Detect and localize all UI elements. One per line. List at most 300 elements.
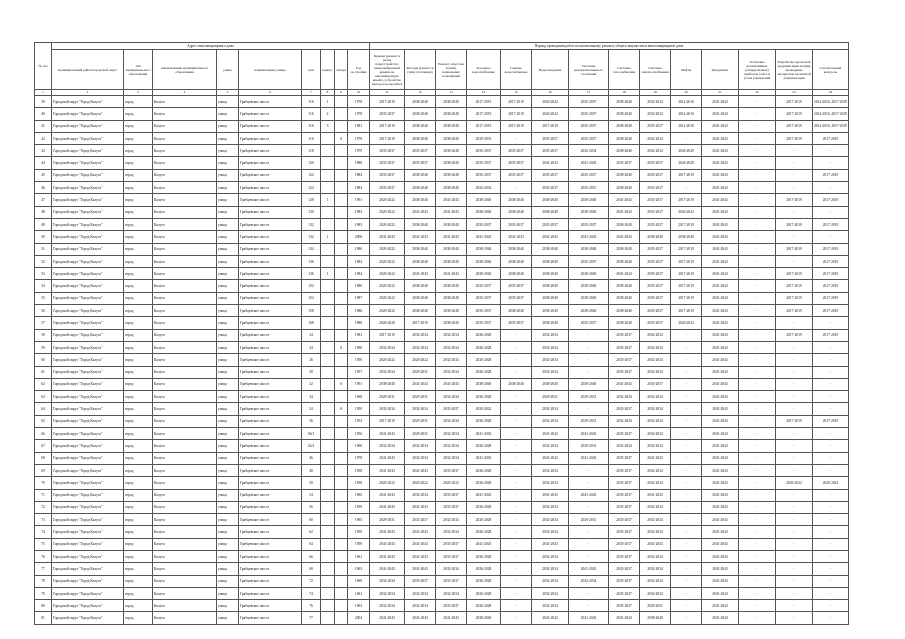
table-cell: улица — [217, 120, 239, 132]
table-cell: 2038-2040 — [501, 206, 532, 218]
table-cell — [335, 526, 348, 538]
table-cell: 2032-2034 — [532, 514, 569, 526]
table-cell: - — [739, 354, 776, 366]
table-cell: 2035-2037 — [501, 317, 532, 329]
table-cell: улица — [217, 354, 239, 366]
table-cell — [321, 157, 335, 169]
table-cell: 1884 — [348, 182, 370, 194]
table-cell: 1965 — [348, 489, 370, 501]
table-cell: 1950 — [348, 354, 370, 366]
table-cell: Калуга — [153, 391, 217, 403]
table-cell — [321, 317, 335, 329]
table-cell: 2020-2022 — [370, 305, 405, 317]
table-cell: улица — [217, 501, 239, 513]
table-cell: - — [813, 464, 849, 476]
table-cell: 2038-2040 — [501, 243, 532, 255]
table-cell: 2035-2037 — [370, 182, 405, 194]
table-cell: 2035-2037 — [640, 120, 671, 132]
table-cell: 2041-2043 — [405, 526, 436, 538]
table-cell: 76 — [35, 550, 52, 562]
table-cell: Калуга — [153, 354, 217, 366]
table-cell: 2026-2028 — [467, 329, 501, 341]
table-cell: 1958 — [348, 464, 370, 476]
table-cell: город — [124, 514, 153, 526]
table-row — [35, 391, 849, 403]
table-cell: - — [776, 403, 813, 415]
table-cell: город — [124, 526, 153, 538]
table-cell: 2017-2019 — [776, 292, 813, 304]
table-cell: 2038-2040 — [532, 292, 569, 304]
table-cell: 2014-2016, 2017-2019 — [813, 108, 849, 120]
table-cell: 2032-2034 — [532, 329, 569, 341]
table-cell — [321, 280, 335, 292]
table-cell: 77 — [35, 563, 52, 575]
table-cell: 42/2 — [302, 440, 321, 452]
table-cell: 1960 — [348, 440, 370, 452]
table-cell: 2017-2019 — [370, 415, 405, 427]
table-cell: 136 — [302, 255, 321, 267]
table-cell: 2020-2022 — [370, 280, 405, 292]
column-header: Строительный контроль — [813, 50, 849, 90]
table-cell: 2032-2034 — [370, 575, 405, 587]
table-cell: город — [124, 477, 153, 489]
table-cell: 2038-2040 — [405, 194, 436, 206]
table-cell: город — [124, 575, 153, 587]
table-cell: 2032-2034 — [640, 108, 671, 120]
table-cell: - — [739, 157, 776, 169]
table-cell: 45 — [35, 169, 52, 181]
table-cell — [335, 415, 348, 427]
table-cell: 72 — [35, 501, 52, 513]
table-cell: 2032-2034 — [640, 341, 671, 353]
table-cell: 2026-2028 — [671, 157, 702, 169]
table-cell: Грабцевское шоссе — [239, 145, 302, 157]
column-header: литера — [335, 50, 348, 90]
table-cell: 2035-2037 — [609, 464, 640, 476]
table-cell: - — [776, 514, 813, 526]
table-cell: Калуга — [153, 575, 217, 587]
table-cell: город — [124, 452, 153, 464]
table-cell — [335, 550, 348, 562]
table-cell: 1983 — [348, 206, 370, 218]
table-cell: 2035-2037 — [370, 169, 405, 181]
table-cell: Грабцевское шоссе — [239, 243, 302, 255]
table-cell: 2038-2040 — [532, 255, 569, 267]
table-cell: 2041-2043 — [569, 157, 609, 169]
table-cell: 2041-2043 — [467, 428, 501, 440]
table-cell: 2041-2043 — [609, 268, 640, 280]
table-cell: 2032-2034 — [436, 329, 467, 341]
table-cell: Калуга — [153, 145, 217, 157]
table-cell: 70 — [35, 477, 52, 489]
table-cell: 2032-2034 — [640, 477, 671, 489]
table-cell: 2032-2034 — [436, 452, 467, 464]
table-cell: 2032-2034 — [532, 526, 569, 538]
table-cell — [321, 514, 335, 526]
table-cell: улица — [217, 452, 239, 464]
table-row — [35, 489, 849, 501]
table-cell: 2017-2019 — [813, 292, 849, 304]
table-cell: город — [124, 182, 153, 194]
table-cell: 2041-2043 — [702, 145, 739, 157]
table-cell: 118 — [302, 145, 321, 157]
table-cell: 136 — [302, 268, 321, 280]
table-cell: 2020-2022 — [370, 218, 405, 230]
table-cell: 2032-2034 — [532, 477, 569, 489]
table-cell: 2026-2028 — [467, 440, 501, 452]
table-cell: 2035-2037 — [501, 157, 532, 169]
table-cell: - — [813, 600, 849, 612]
table-cell: город — [124, 366, 153, 378]
table-cell — [321, 612, 335, 624]
table-cell: 79 — [35, 587, 52, 599]
table-cell: - — [813, 317, 849, 329]
table-cell — [335, 194, 348, 206]
table-cell: 1990 — [348, 341, 370, 353]
table-cell: 2041-2043 — [467, 538, 501, 550]
table-cell: 2029-2031 — [370, 391, 405, 403]
table-cell: 132 — [302, 218, 321, 230]
table-cell: 2041-2043 — [640, 452, 671, 464]
table-cell: 132 — [302, 231, 321, 243]
table-cell: 2032-2034 — [640, 132, 671, 144]
table-cell: 50 — [35, 231, 52, 243]
table-cell: - — [813, 538, 849, 550]
table-cell: 2041-2043 — [532, 157, 569, 169]
table-cell: - — [501, 366, 532, 378]
table-cell — [321, 563, 335, 575]
table-cell: 2035-2037 — [640, 206, 671, 218]
table-cell: 2032-2034 — [370, 403, 405, 415]
table-cell: Городской округ "Город Калуга" — [52, 169, 124, 181]
table-cell — [321, 341, 335, 353]
table-cell: 2038-2040 — [467, 255, 501, 267]
table-cell: 2020-2022 — [370, 292, 405, 304]
table-cell: 2026-2028 — [467, 501, 501, 513]
table-cell: 2026-2028 — [467, 600, 501, 612]
table-cell: 2020-2022 — [370, 354, 405, 366]
table-cell: Грабцевское шоссе — [239, 403, 302, 415]
table-cell — [321, 415, 335, 427]
table-cell: Грабцевское шоссе — [239, 415, 302, 427]
table-cell: 1959 — [348, 501, 370, 513]
table-cell: 2041-2043 — [702, 317, 739, 329]
table-cell: Городской округ "Город Калуга" — [52, 550, 124, 562]
table-cell: 2017-2019 — [671, 268, 702, 280]
table-cell: 2041-2043 — [370, 538, 405, 550]
table-row — [35, 182, 849, 194]
table-cell: - — [776, 366, 813, 378]
table-cell: Городской округ "Город Калуга" — [52, 612, 124, 624]
table-cell: 2041-2043 — [702, 194, 739, 206]
table-cell: Грабцевское шоссе — [239, 428, 302, 440]
table-body — [35, 96, 849, 625]
table-cell: Грабцевское шоссе — [239, 464, 302, 476]
table-cell: - — [739, 366, 776, 378]
table-cell — [321, 391, 335, 403]
table-cell: 1968 — [348, 391, 370, 403]
table-header — [35, 43, 849, 96]
table-cell: город — [124, 268, 153, 280]
table-cell — [335, 206, 348, 218]
column-header: Ремонт отмостки и (или) подвальных помещений — [436, 50, 467, 90]
table-cell: 2041-2043 — [702, 255, 739, 267]
table-cell: 2038-2040 — [569, 194, 609, 206]
table-cell: 2035-2037 — [467, 292, 501, 304]
table-cell: 2014-2016 — [671, 108, 702, 120]
table-cell: - — [776, 526, 813, 538]
table-cell: улица — [217, 403, 239, 415]
table-cell: Грабцевское шоссе — [239, 538, 302, 550]
table-cell: 1986 — [348, 243, 370, 255]
table-cell: - — [671, 415, 702, 427]
table-cell: 2038-2040 — [467, 378, 501, 390]
table-cell: 73 — [35, 514, 52, 526]
table-cell: - — [776, 452, 813, 464]
table-cell: 2017-2019 — [671, 280, 702, 292]
table-cell: 2026-2028 — [467, 391, 501, 403]
table-row — [35, 341, 849, 353]
table-cell: 2026-2028 — [467, 575, 501, 587]
table-cell: 2032-2034 — [370, 600, 405, 612]
table-cell: 2017-2019 — [776, 218, 813, 230]
table-cell: 2041-2043 — [405, 538, 436, 550]
table-cell: улица — [217, 268, 239, 280]
table-cell: - — [739, 182, 776, 194]
table-cell: 2041-2043 — [702, 268, 739, 280]
table-cell: Городской округ "Город Калуга" — [52, 489, 124, 501]
table-cell: Калуга — [153, 206, 217, 218]
column-header: Год постройки — [348, 50, 370, 90]
table-cell: - — [776, 600, 813, 612]
table-cell: 2032-2034 — [569, 575, 609, 587]
table-cell: 2038-2040 — [569, 378, 609, 390]
table-cell: 2017-2019 — [467, 108, 501, 120]
table-cell: улица — [217, 305, 239, 317]
table-cell: 2038-2040 — [501, 378, 532, 390]
table-cell: 1965 — [348, 514, 370, 526]
table-cell: улица — [217, 329, 239, 341]
table-cell: Калуга — [153, 231, 217, 243]
table-cell: - — [671, 501, 702, 513]
table-cell: улица — [217, 231, 239, 243]
table-cell: 32 — [302, 378, 321, 390]
table-cell: Калуга — [153, 440, 217, 452]
table-row — [35, 96, 849, 108]
table-cell: 2032-2034 — [640, 550, 671, 562]
table-cell: 2032-2034 — [436, 391, 467, 403]
table-cell: 2035-2037 — [405, 514, 436, 526]
table-cell: 2032-2034 — [405, 587, 436, 599]
table-cell: 2038-2040 — [532, 243, 569, 255]
table-cell: 2038-2040 — [436, 108, 467, 120]
table-cell: 2032-2034 — [569, 145, 609, 157]
table-cell: 2038-2040 — [609, 145, 640, 157]
table-cell: - — [739, 526, 776, 538]
table-cell: - — [813, 440, 849, 452]
table-cell: Городской округ "Город Калуга" — [52, 132, 124, 144]
table-cell: 2038-2040 — [405, 255, 436, 267]
table-cell: 2041-2043 — [702, 329, 739, 341]
table-cell: 2038-2040 — [405, 108, 436, 120]
table-cell: Калуга — [153, 96, 217, 108]
table-cell: - — [813, 231, 849, 243]
table-cell: улица — [217, 157, 239, 169]
table-cell: 2035-2037 — [569, 218, 609, 230]
table-cell: 2038-2040 — [405, 292, 436, 304]
table-cell: 2017-2019 — [813, 194, 849, 206]
table-cell: 2038-2040 — [436, 243, 467, 255]
table-cell: 2032-2034 — [532, 464, 569, 476]
table-cell: 2035-2037 — [640, 157, 671, 169]
table-cell: 2032-2034 — [640, 514, 671, 526]
table-cell: Грабцевское шоссе — [239, 587, 302, 599]
table-cell: 2026-2028 — [467, 550, 501, 562]
table-cell: 54 — [35, 280, 52, 292]
table-cell: - — [739, 206, 776, 218]
table-cell: - — [739, 464, 776, 476]
table-cell: 2041-2043 — [702, 218, 739, 230]
table-cell: - — [776, 354, 813, 366]
table-cell: 2041-2043 — [702, 428, 739, 440]
table-cell: город — [124, 243, 153, 255]
table-cell: Городской округ "Город Калуга" — [52, 182, 124, 194]
table-cell: 2017-2019 — [370, 132, 405, 144]
table-cell: город — [124, 194, 153, 206]
table-cell: Калуга — [153, 452, 217, 464]
table-cell: 2035-2037 — [467, 280, 501, 292]
table-cell: 2038-2040 — [405, 243, 436, 255]
column-header: наименование муниципального образования — [153, 50, 217, 90]
table-cell: улица — [217, 280, 239, 292]
table-cell: 53 — [35, 268, 52, 280]
table-cell: 2038-2040 — [501, 268, 532, 280]
table-cell: 2038-2040 — [436, 317, 467, 329]
table-cell — [335, 440, 348, 452]
table-cell: Грабцевское шоссе — [239, 489, 302, 501]
table-cell: 2004 — [348, 612, 370, 624]
table-cell: Городской округ "Город Калуга" — [52, 538, 124, 550]
table-cell: 1983 — [348, 218, 370, 230]
table-cell: 2035-2037 — [569, 317, 609, 329]
table-cell: 71 — [35, 489, 52, 501]
table-cell: 2038-2040 — [501, 255, 532, 267]
table-cell: 2038-2040 — [436, 218, 467, 230]
table-cell: 2026-2028 — [370, 317, 405, 329]
table-cell: - — [501, 415, 532, 427]
table-cell: 2020-2022 — [370, 243, 405, 255]
table-cell: 1956 — [348, 428, 370, 440]
table-cell — [335, 169, 348, 181]
table-cell: Калуга — [153, 194, 217, 206]
table-cell: 2017-2019 — [671, 194, 702, 206]
table-cell: 2041-2043 — [532, 538, 569, 550]
table-cell: 2020-2022 — [370, 268, 405, 280]
table-cell: 26 — [302, 354, 321, 366]
table-cell: Калуга — [153, 563, 217, 575]
table-cell: 2017-2019 — [776, 194, 813, 206]
table-cell: 2038-2040 — [609, 132, 640, 144]
table-cell: 2017-2019 — [813, 415, 849, 427]
table-cell: 2041-2043 — [501, 231, 532, 243]
table-cell: 2017-2019 — [501, 108, 532, 120]
table-cell: город — [124, 501, 153, 513]
table-cell: 2017-2019 — [813, 243, 849, 255]
table-cell: Грабцевское шоссе — [239, 132, 302, 144]
table-cell: 2038-2040 — [569, 305, 609, 317]
table-cell — [335, 120, 348, 132]
table-cell: 2038-2040 — [609, 120, 640, 132]
table-cell: 2026-2028 — [467, 563, 501, 575]
table-cell: город — [124, 280, 153, 292]
column-number: 12 — [405, 90, 436, 96]
table-cell: 2038-2040 — [436, 132, 467, 144]
table-cell: Грабцевское шоссе — [239, 194, 302, 206]
table-cell: Грабцевское шоссе — [239, 391, 302, 403]
table-cell: 2032-2034 — [640, 563, 671, 575]
table-cell: 2032-2034 — [640, 501, 671, 513]
table-cell: город — [124, 305, 153, 317]
table-cell: 2032-2034 — [609, 415, 640, 427]
table-cell: 2038-2040 — [569, 268, 609, 280]
column-header: Крыши (ремонт в (или) переустройство невентилируемой крыши на вентилируемую крышу, устройство выходов на кровлю) — [370, 50, 405, 90]
table-cell: 1987 — [348, 292, 370, 304]
table-cell: 2029-2031 — [405, 428, 436, 440]
table-cell: Калуга — [153, 169, 217, 181]
table-cell: - — [671, 526, 702, 538]
table-cell: 1991 — [348, 378, 370, 390]
table-cell — [321, 550, 335, 562]
table-cell: 116 — [302, 132, 321, 144]
table-cell: 2038-2040 — [501, 194, 532, 206]
table-cell: - — [776, 489, 813, 501]
table-cell: 2041-2043 — [702, 477, 739, 489]
table-cell: 1963 — [348, 600, 370, 612]
table-cell: 62 — [302, 526, 321, 538]
table-cell: - — [501, 587, 532, 599]
table-row — [35, 587, 849, 599]
table-cell: - — [739, 612, 776, 624]
table-cell: 1959 — [348, 403, 370, 415]
table-cell: - — [776, 550, 813, 562]
table-cell: 2041-2043 — [702, 587, 739, 599]
table-cell: 2041-2043 — [569, 563, 609, 575]
table-cell: 2035-2037 — [609, 452, 640, 464]
table-cell: - — [776, 440, 813, 452]
table-cell: - — [671, 182, 702, 194]
table-cell: Грабцевское шоссе — [239, 169, 302, 181]
table-cell — [335, 96, 348, 108]
table-cell: - — [776, 563, 813, 575]
table-cell: Городской округ "Город Калуга" — [52, 292, 124, 304]
table-cell: 2032-2034 — [436, 415, 467, 427]
table-cell: 2041-2043 — [640, 538, 671, 550]
table-cell: 64 — [35, 403, 52, 415]
table-cell: - — [501, 477, 532, 489]
table-cell: - — [813, 563, 849, 575]
table-cell: 2029-2031 — [569, 391, 609, 403]
table-cell: 2017-2019 — [370, 120, 405, 132]
table-cell: Калуга — [153, 292, 217, 304]
table-cell: 2038-2040 — [467, 243, 501, 255]
table-cell: Городской округ "Город Калуга" — [52, 477, 124, 489]
table-cell: 2032-2034 — [640, 403, 671, 415]
column-header: муниципальный район/городской округ — [52, 50, 124, 90]
table-cell: 2020-2022 — [405, 477, 436, 489]
table-cell: город — [124, 440, 153, 452]
table-cell: 2041-2043 — [702, 489, 739, 501]
table-cell: 30 — [302, 366, 321, 378]
